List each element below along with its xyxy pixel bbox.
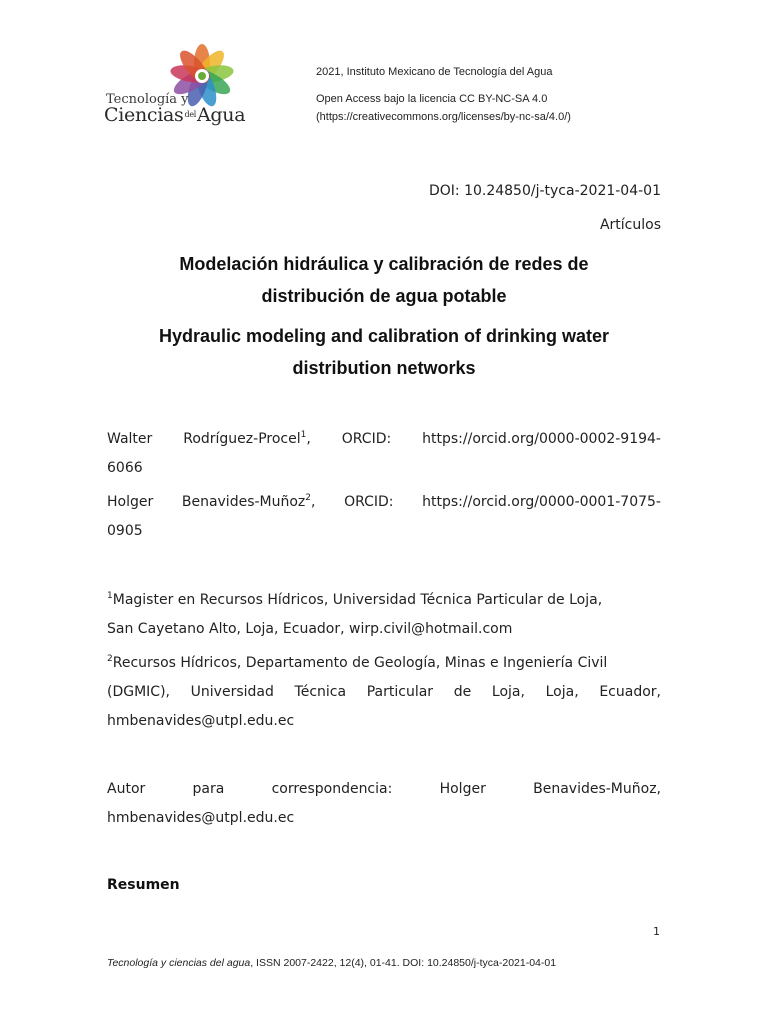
footer-citation: Tecnología y ciencias del agua, ISSN 2007-2422, 12(4), 01-41. DOI: 10.24850/j-tyca-2021-04-01 — [107, 957, 557, 969]
author-1: Walter Rodríguez-Procel$^1$, ORCID: https://orcid.org/0000-0002-9194- 6066 — [107, 430, 661, 476]
header-year-institute: 2021, Instituto Mexicano de Tecnología del Agua — [316, 66, 553, 78]
title-english: Hydraulic modeling and calibration of drinking water distribution networks — [158, 326, 610, 378]
correspondence: Autor para correspondencia: Holger Benavides-Muñoz, hmbenavides@utpl.edu.ec — [107, 781, 661, 826]
doi: DOI: 10.24850/j-tyca-2021-04-01 — [428, 183, 661, 199]
header-license-url[interactable]: (https://creativecommons.org/licenses/by-nc-sa/4.0/) — [316, 111, 571, 123]
logo-text-line2: Ciencias$^{del}$Agua — [104, 104, 246, 126]
logo-text-line1: Tecnología y — [106, 92, 189, 107]
page-number: 1 — [653, 925, 660, 938]
section-label: Artículos — [599, 217, 661, 233]
header-license: Open Access bajo la licencia CC BY-NC-SA 4.0 — [316, 93, 548, 105]
author-2: Holger Benavides-Muñoz$^2$, ORCID: https://orcid.org/0000-0001-7075- 0905 — [107, 493, 661, 539]
affiliation-2: $^2$Recursos Hídricos, Departamento de Geología, Minas e Ingeniería Civil (DGMIC), Universidad Técnica Particular de Loja, Loja, Ecuador, hmbenavides@utpl.edu.ec — [107, 654, 661, 729]
resumen-heading: Resumen — [107, 877, 180, 893]
title-spanish: Modelación hidráulica y calibración de redes de distribución de agua potable — [179, 254, 589, 306]
journal-logo — [104, 42, 254, 128]
affiliation-1: $^1$Magister en Recursos Hídricos, Universidad Técnica Particular de Loja, San Cayetano Alto, Loja, Ecuador, wirp.civil@hotmail.com — [107, 591, 603, 637]
